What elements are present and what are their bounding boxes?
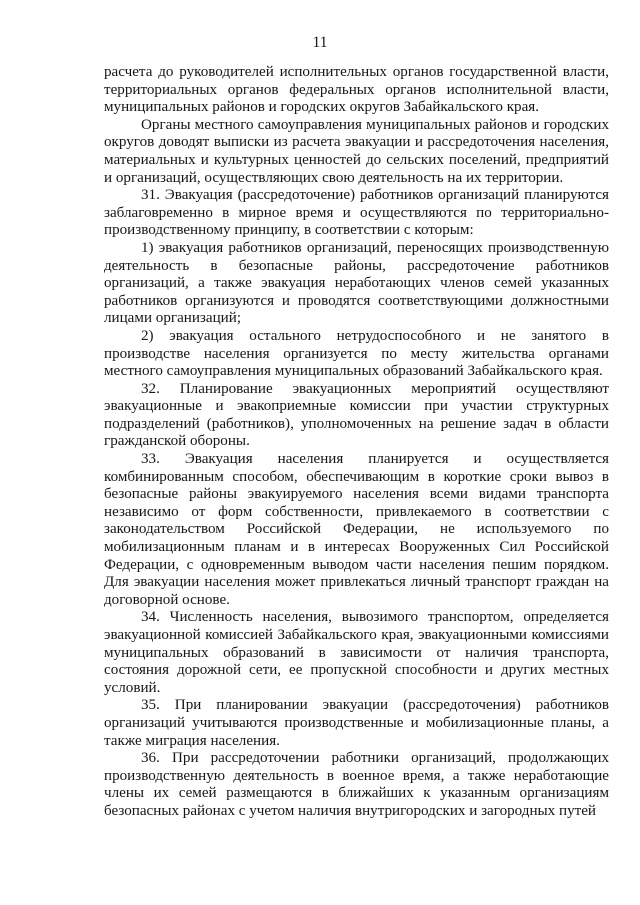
document-body xyxy=(104,64,609,821)
paragraph-31-item-1: 1) эвакуация работников организаций, переносящих производственную деятельность в безопасные районы, рассредоточение работников организаций, а также эвакуация неработающих членов семей указанных работников организуются и проводятся соответствующими должностными лицами организаций; xyxy=(104,239,609,327)
paragraph-31-item-2: 2) эвакуация остального нетрудоспособного и не занятого в производстве населения организуется по месту жительства органами местного самоуправления муниципальных образований Забайкальского края. xyxy=(104,327,609,380)
paragraph-32: 32. Планирование эвакуационных мероприятий осуществляют эвакуационные и эвакоприемные комиссии при участии структурных подразделений (работников), уполномоченных на решение задач в области гражданской обороны. xyxy=(104,380,609,450)
paragraph-33: 33. Эвакуация населения планируется и осуществляется комбинированным способом, обеспечивающим в короткие сроки вывоз в безопасные районы эвакуируемого населения всеми видами транспорта независимо от форм собственности, привлекаемого в соответствии с законодательством Российской Федерации, не используемого по мобилизационным планам и в интересах Вооруженных Сил Российской Федерации, с одновременным выводом части населения пешим порядком. Для эвакуации населения может привлекаться личный транспорт граждан на договорной основе. xyxy=(104,451,609,608)
paragraph-36: 36. При рассредоточении работники организаций, продолжающих производственную деятельность в военное время, а также неработающие члены их семей размещаются в ближайших к указанным организациям безопасных районах с учетом наличия внутригородских и загородных путей xyxy=(104,750,609,819)
paragraph-31: 31. Эвакуация (рассредоточение) работников организаций планируются заблаговременно в мирное время и осуществляются по территориально-производственному принципу, в соответствии с которым: xyxy=(104,187,609,239)
paragraph-local-authorities: Органы местного самоуправления муниципальных районов и городских округов доводят выписки из расчета эвакуации и рассредоточения населения, материальных и культурных ценностей до сельских поселений, предприятий и организаций, осуществляющих свою деятельность на их территории. xyxy=(104,116,609,186)
paragraph-35: 35. При планировании эвакуации (рассредоточения) работников организаций учитываются производственные и мобилизационные планы, а также миграция населения. xyxy=(104,697,609,749)
paragraph-34: 34. Численность населения, вывозимого транспортом, определяется эвакуационной комиссией Забайкальского края, эвакуационными комиссиями муниципальных образований в зависимости от наличия транспорта, состояния дорожной сети, ее пропускной способности и других местных условий. xyxy=(104,609,609,696)
page-number: 11 xyxy=(312,34,328,51)
paragraph-continuation: расчета до руководителей исполнительных органов государственной власти, территориальных органов федеральных органов исполнительной власти, муниципальных районов и городских округов Забайкальского края. xyxy=(104,64,609,116)
